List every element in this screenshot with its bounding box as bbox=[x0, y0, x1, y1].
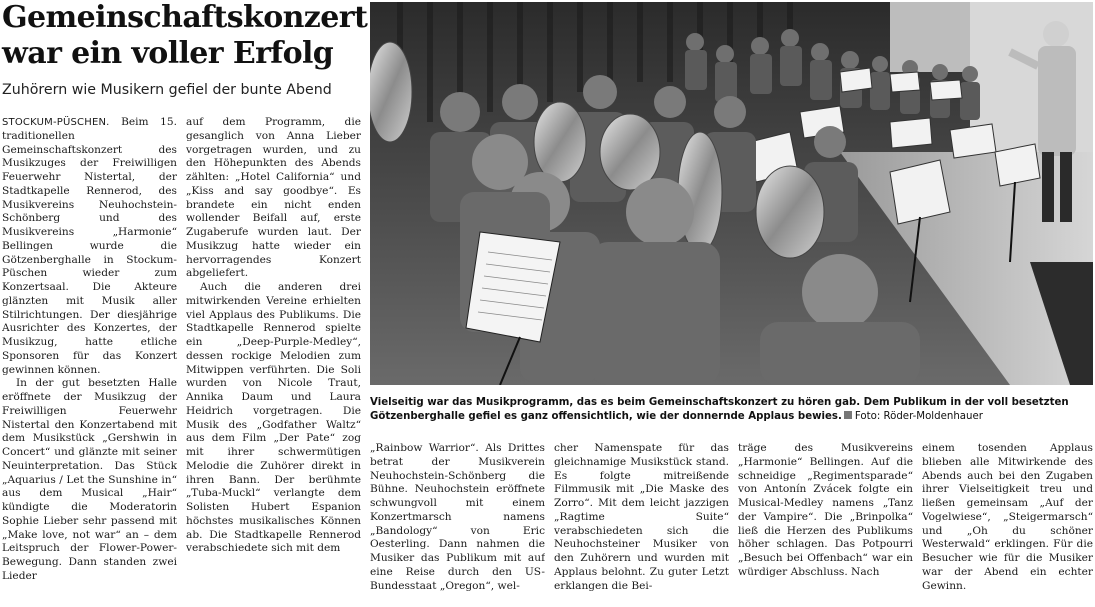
dateline: STOCKUM-PÜSCHEN. bbox=[2, 117, 110, 128]
square-bullet-icon bbox=[844, 411, 852, 419]
text-column-4 bbox=[554, 442, 729, 607]
caption-text: Vielseitig war das Musikprogramm, das es beim Gemeinschaftskonzert zu hören gab. Dem Publikum in der voll besetzten Götzenberghalle gefiel es ganz offensichtlich, wie der donnernde Applaus bewies. bbox=[370, 397, 1069, 422]
photo-credit: Foto: Röder-Moldenhauer bbox=[854, 411, 983, 422]
column-2-text-a: auf dem Programm, die gesanglich von Anna Lieber vorgetragen wurden, und zu den Höhepunkten des Abends zählten: „Hotel California“ und „Kiss and say goodbye“. Es brandete ein nicht enden wollender Beifall auf, erste Zugaberufe wurden laut. Der Musikzug hatte wieder ein hervorragendes Konzert abgeliefert. bbox=[186, 116, 361, 280]
column-1-text-b: In der gut besetzten Halle eröffnete der Musikzug der Freiwilligen Feuerwehr Nistertal den Konzertabend mit dem Musikstück „Gershwin in Concert“ und glänzte mit seiner Neuinterpretation. Das Stück „Aquarius / Let the Sunshine in“ aus dem Musical „Hair“ kündigte die Moderatorin Sophie Lieber sehr passend mit „Make love, not war“ an – dem Leitspruch der Flower-Power-Bewegung. Dann standen zwei Lieder bbox=[2, 377, 177, 582]
text-column-1 bbox=[2, 116, 177, 607]
column-3-text: „Rainbow Warrior“. Als Drittes betrat der Musikverein Neuhochstein-Schönberg die Bühne. Neuhochstein eröffnete schwungvoll mit einem Konzertmarsch namens „Bandology“ von Eric Oesterling. Dann nahmen die Musiker das Publikum mit auf eine Reise durch den US-Bundesstaat „Oregon“, wel- bbox=[370, 442, 545, 592]
text-column-2 bbox=[186, 116, 361, 607]
text-column-6 bbox=[922, 442, 1093, 607]
lead-paragraph bbox=[2, 116, 177, 377]
subheadline: Zuhörern wie Musikern gefiel der bunte Abend bbox=[2, 82, 332, 98]
text-column-5 bbox=[738, 442, 913, 607]
text-column-3 bbox=[370, 442, 545, 607]
photo-caption bbox=[370, 396, 1093, 424]
concert-photo bbox=[370, 2, 1093, 385]
column-6-text: einem tosenden Applaus blieben alle Mitwirkende des Abends auch bei den Zugaben ihrer Vielseitigkeit treu und ließen gemeinsam „Auf der Vogelwiese“, „Steigermarsch“ und „Oh du schöner Westerwald“ erklingen. Für die Besucher wie für die Musiker war der Abend ein echter Gewinn. bbox=[922, 442, 1093, 592]
column-2-text-b: Auch die anderen drei mitwirkenden Vereine erhielten viel Applaus des Publikums. Die Stadtkapelle Rennerod spielte ein „Deep-Purple-Medley“, dessen rockige Melodien zum Mitwippen verführten. Die Soli wurden von Nicole Traut, Annika Daum und Laura Heidrich vorgetragen. Die Musik des „Godfather Waltz“ aus dem Film „Der Pate“ zog mit ihrer schwermütigen Melodie die Zuhörer direkt in ihren Bann. Der berühmte „Tuba-Muckl“ verlangte dem Solisten Hubert Espanion höchstes musikalisches Können ab. Die Stadtkapelle Rennerod verabschiedete sich mit dem bbox=[186, 281, 361, 555]
column-4-text: cher Namenspate für das gleichnamige Musikstück stand. Es folgte mitreißende Filmmusik mit „Die Maske des Zorro“. Mit dem leicht jazzigen „Ragtime Suite“ verabschiedeten sich die Neuhochsteiner Musiker von den Zuhörern und wurden mit Applaus belohnt. Zu guter Letzt erklangen die Bei- bbox=[554, 442, 729, 592]
column-1-text-a: Beim 15. traditionellen Gemeinschaftskonzert des Musikzuges der Freiwilligen Feuerwehr Nistertal, der Stadtkapelle Rennerod, des Musikvereins Neuhochstein-Schönberg und des Musikvereins „Harmonie“ Bellingen wurde die Götzenberghalle in Stockum-Püschen wieder zum Konzertsaal. Die Akteure glänzten mit Musik aller Stilrichtungen. Der diesjährige Ausrichter des Konzertes, der Musikzug, hatte etliche Sponsoren für das Konzert gewinnen können. bbox=[2, 116, 177, 376]
column-5-text: träge des Musikvereins „Harmonie“ Bellingen. Auf die schneidige „Regimentsparade“ von Antonín Zvácek folgte ein Musical-Medley namens „Tanz der Vampire“. Die „Brinpolka“ ließ die Herzen des Publikums höher schlagen. Das Potpourri „Besuch bei Offenbach“ war ein würdiger Abschluss. Nach bbox=[738, 442, 913, 578]
concert-photo-drawing bbox=[370, 2, 1093, 385]
headline: Gemeinschaftskonzert war ein voller Erfolg bbox=[2, 0, 368, 71]
